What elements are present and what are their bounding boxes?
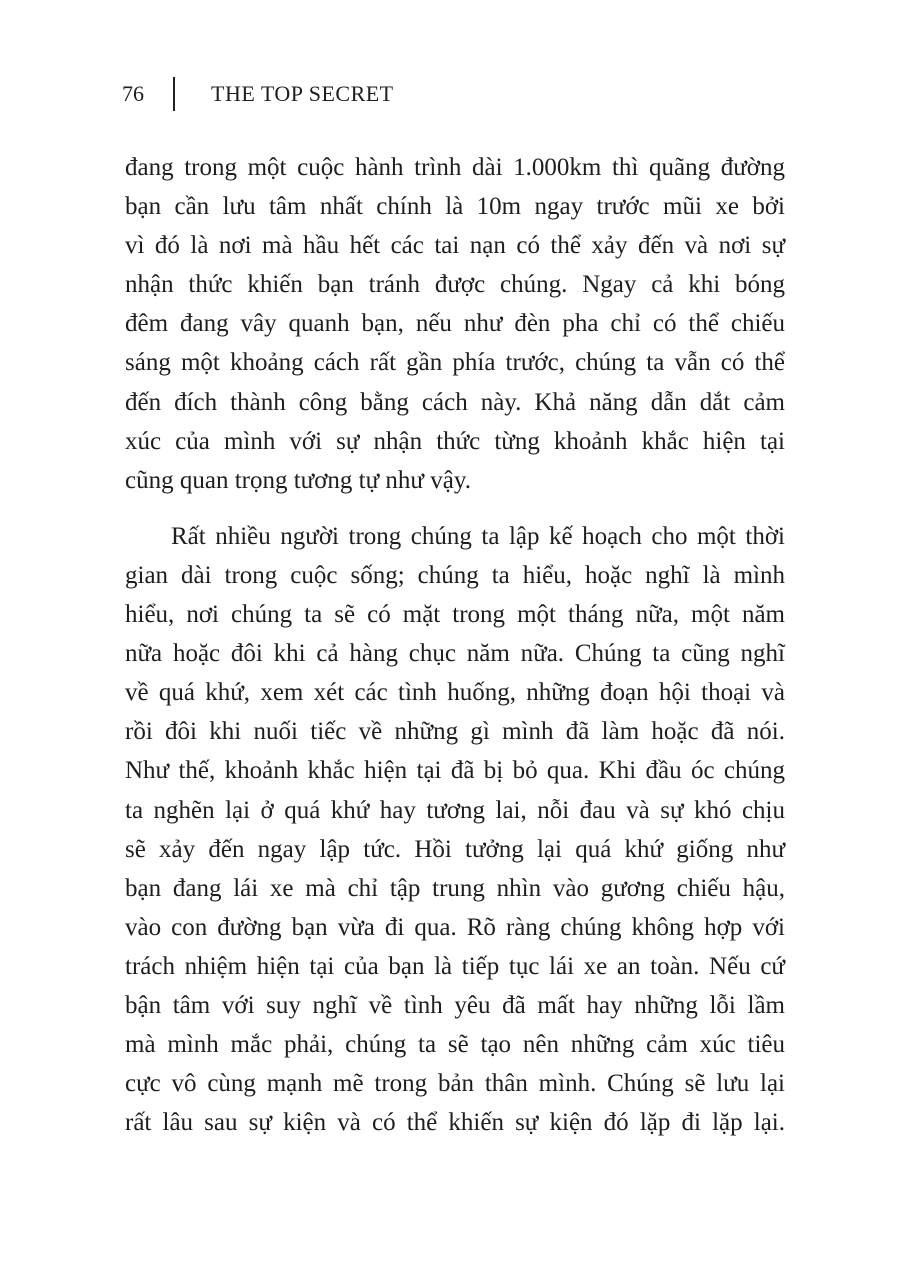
text-line: đến đích thành công bằng cách này. Khả năng dẫn dắt cảm <box>125 388 785 416</box>
text-line: bạn đang lái xe mà chỉ tập trung nhìn vào gương chiếu hậu, <box>125 874 785 902</box>
text-line: đêm đang vây quanh bạn, nếu như đèn pha chỉ có thể chiếu <box>125 310 785 338</box>
paragraph-1 <box>125 148 785 500</box>
text-line: đang trong một cuộc hành trình dài 1.000km thì quãng đường <box>125 154 785 181</box>
body-text <box>125 148 785 1142</box>
text-line: bận tâm với suy nghĩ về tình yêu đã mất hay những lỗi lầm <box>125 991 785 1019</box>
paragraph-2 <box>125 517 785 1143</box>
text-line: rồi đôi khi nuối tiếc về những gì mình đã làm hoặc đã nói. <box>125 718 785 746</box>
page-number: 76 <box>122 81 144 106</box>
text-line: Rất nhiều người trong chúng ta lập kế hoạch cho một thời <box>171 522 785 550</box>
text-line: hiểu, nơi chúng ta sẽ có mặt trong một tháng nữa, một năm <box>125 601 785 629</box>
text-line: sáng một khoảng cách rất gần phía trước, chúng ta vẫn có thể <box>125 349 785 377</box>
text-line: trách nhiệm hiện tại của bạn là tiếp tục lái xe an toàn. Nếu cứ <box>125 952 785 980</box>
text-line: gian dài trong cuộc sống; chúng ta hiểu, hoặc nghĩ là mình <box>125 561 785 589</box>
running-title: THE TOP SECRET <box>211 81 394 106</box>
text-line: cực vô cùng mạnh mẽ trong bản thân mình. Chúng sẽ lưu lại <box>125 1070 785 1098</box>
text-line: vì đó là nơi mà hầu hết các tai nạn có thể xảy đến và nơi sự <box>125 232 785 260</box>
header-divider <box>173 77 175 111</box>
text-line: ta nghẽn lại ở quá khứ hay tương lai, nỗi đau và sự khó chịu <box>125 796 785 824</box>
text-line: mà mình mắc phải, chúng ta sẽ tạo nên những cảm xúc tiêu <box>125 1031 785 1059</box>
page-header <box>122 76 394 112</box>
text-line: nhận thức khiến bạn tránh được chúng. Ngay cả khi bóng <box>125 271 785 299</box>
text-line: vào con đường bạn vừa đi qua. Rõ ràng chúng không hợp với <box>125 913 785 941</box>
text-line: bạn cần lưu tâm nhất chính là 10m ngay trước mũi xe bởi <box>125 193 785 221</box>
text-line: về quá khứ, xem xét các tình huống, những đoạn hội thoại và <box>125 679 785 707</box>
text-line: sẽ xảy đến ngay lập tức. Hồi tưởng lại quá khứ giống như <box>125 835 785 863</box>
text-line: cũng quan trọng tương tự như vậy. <box>125 466 471 494</box>
text-line: rất lâu sau sự kiện và có thể khiến sự kiện đó lặp đi lặp lại. <box>125 1109 785 1137</box>
text-line: Như thế, khoảnh khắc hiện tại đã bị bỏ qua. Khi đầu óc chúng <box>125 757 785 785</box>
text-line: xúc của mình với sự nhận thức từng khoảnh khắc hiện tại <box>125 427 785 455</box>
text-line: nữa hoặc đôi khi cả hàng chục năm nữa. Chúng ta cũng nghĩ <box>125 640 785 668</box>
